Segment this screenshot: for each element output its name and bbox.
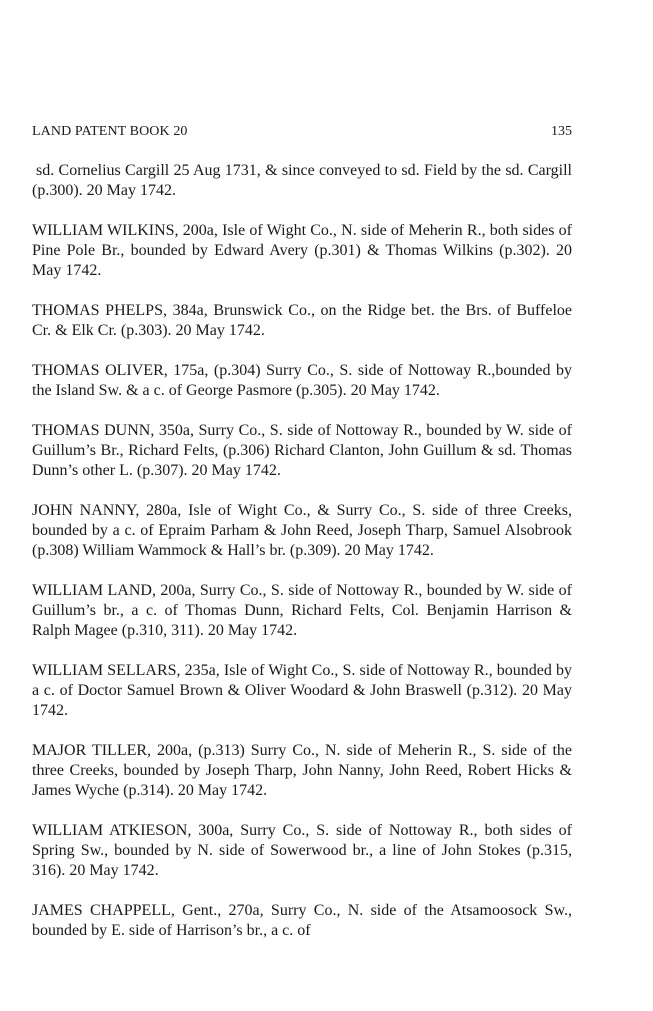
entry-major-tiller: MAJOR TILLER, 200a, (p.313) Surry Co., N. side of Meherin R., S. side of the three Creeks, bounded by Joseph Tharp, John Nanny, John Reed, Robert Hicks & James Wyche (p.314). 20 May 1742. bbox=[32, 742, 572, 799]
patent-entries bbox=[32, 161, 572, 961]
entry-william-atkieson: WILLIAM ATKIESON, 300a, Surry Co., S. side of Nottoway R., both sides of Spring Sw., bounded by N. side of Sowerwood br., a line of John Stokes (p.315, 316). 20 May 1742. bbox=[32, 822, 572, 879]
book-title: LAND PATENT BOOK 20 bbox=[32, 124, 188, 139]
entry-thomas-dunn: THOMAS DUNN, 350a, Surry Co., S. side of Nottoway R., bounded by W. side of Guillum’s Br., Richard Felts, (p.306) Richard Clanton, John Guillum & sd. Thomas Dunn’s other L. (p.307). 20 May 1742. bbox=[32, 422, 572, 479]
entry-thomas-phelps: THOMAS PHELPS, 384a, Brunswick Co., on the Ridge bet. the Brs. of Buffeloe Cr. & Elk Cr. (p.303). 20 May 1742. bbox=[32, 302, 572, 339]
entry-continuation: sd. Cornelius Cargill 25 Aug 1731, & since conveyed to sd. Field by the sd. Cargill (p.300). 20 May 1742. bbox=[32, 162, 572, 199]
entry-william-wilkins: WILLIAM WILKINS, 200a, Isle of Wight Co., N. side of Meherin R., both sides of Pine Pole Br., bounded by Edward Avery (p.301) & Thomas Wilkins (p.302). 20 May 1742. bbox=[32, 222, 572, 279]
page-number: 135 bbox=[551, 124, 572, 139]
entry-thomas-oliver: THOMAS OLIVER, 175a, (p.304) Surry Co., S. side of Nottoway R.,bounded by the Island Sw. & a c. of George Pasmore (p.305). 20 May 1742. bbox=[32, 362, 572, 399]
entry-william-land: WILLIAM LAND, 200a, Surry Co., S. side of Nottoway R., bounded by W. side of Guillum’s br., a c. of Thomas Dunn, Richard Felts, Col. Benjamin Harrison & Ralph Magee (p.310, 311). 20 May 1742. bbox=[32, 582, 572, 639]
page-header bbox=[32, 124, 572, 144]
entry-william-sellars: WILLIAM SELLARS, 235a, Isle of Wight Co., S. side of Nottoway R., bounded by a c. of Doctor Samuel Brown & Oliver Woodard & John Braswell (p.312). 20 May 1742. bbox=[32, 662, 572, 719]
entry-john-nanny: JOHN NANNY, 280a, Isle of Wight Co., & Surry Co., S. side of three Creeks, bounded by a c. of Epraim Parham & John Reed, Joseph Tharp, Samuel Alsobrook (p.308) William Wammock & Hall’s br. (p.309). 20 May 1742. bbox=[32, 502, 572, 559]
entry-james-chappell: JAMES CHAPPELL, Gent., 270a, Surry Co., N. side of the Atsamoosock Sw., bounded by E. side of Harrison’s br., a c. of bbox=[32, 902, 572, 939]
